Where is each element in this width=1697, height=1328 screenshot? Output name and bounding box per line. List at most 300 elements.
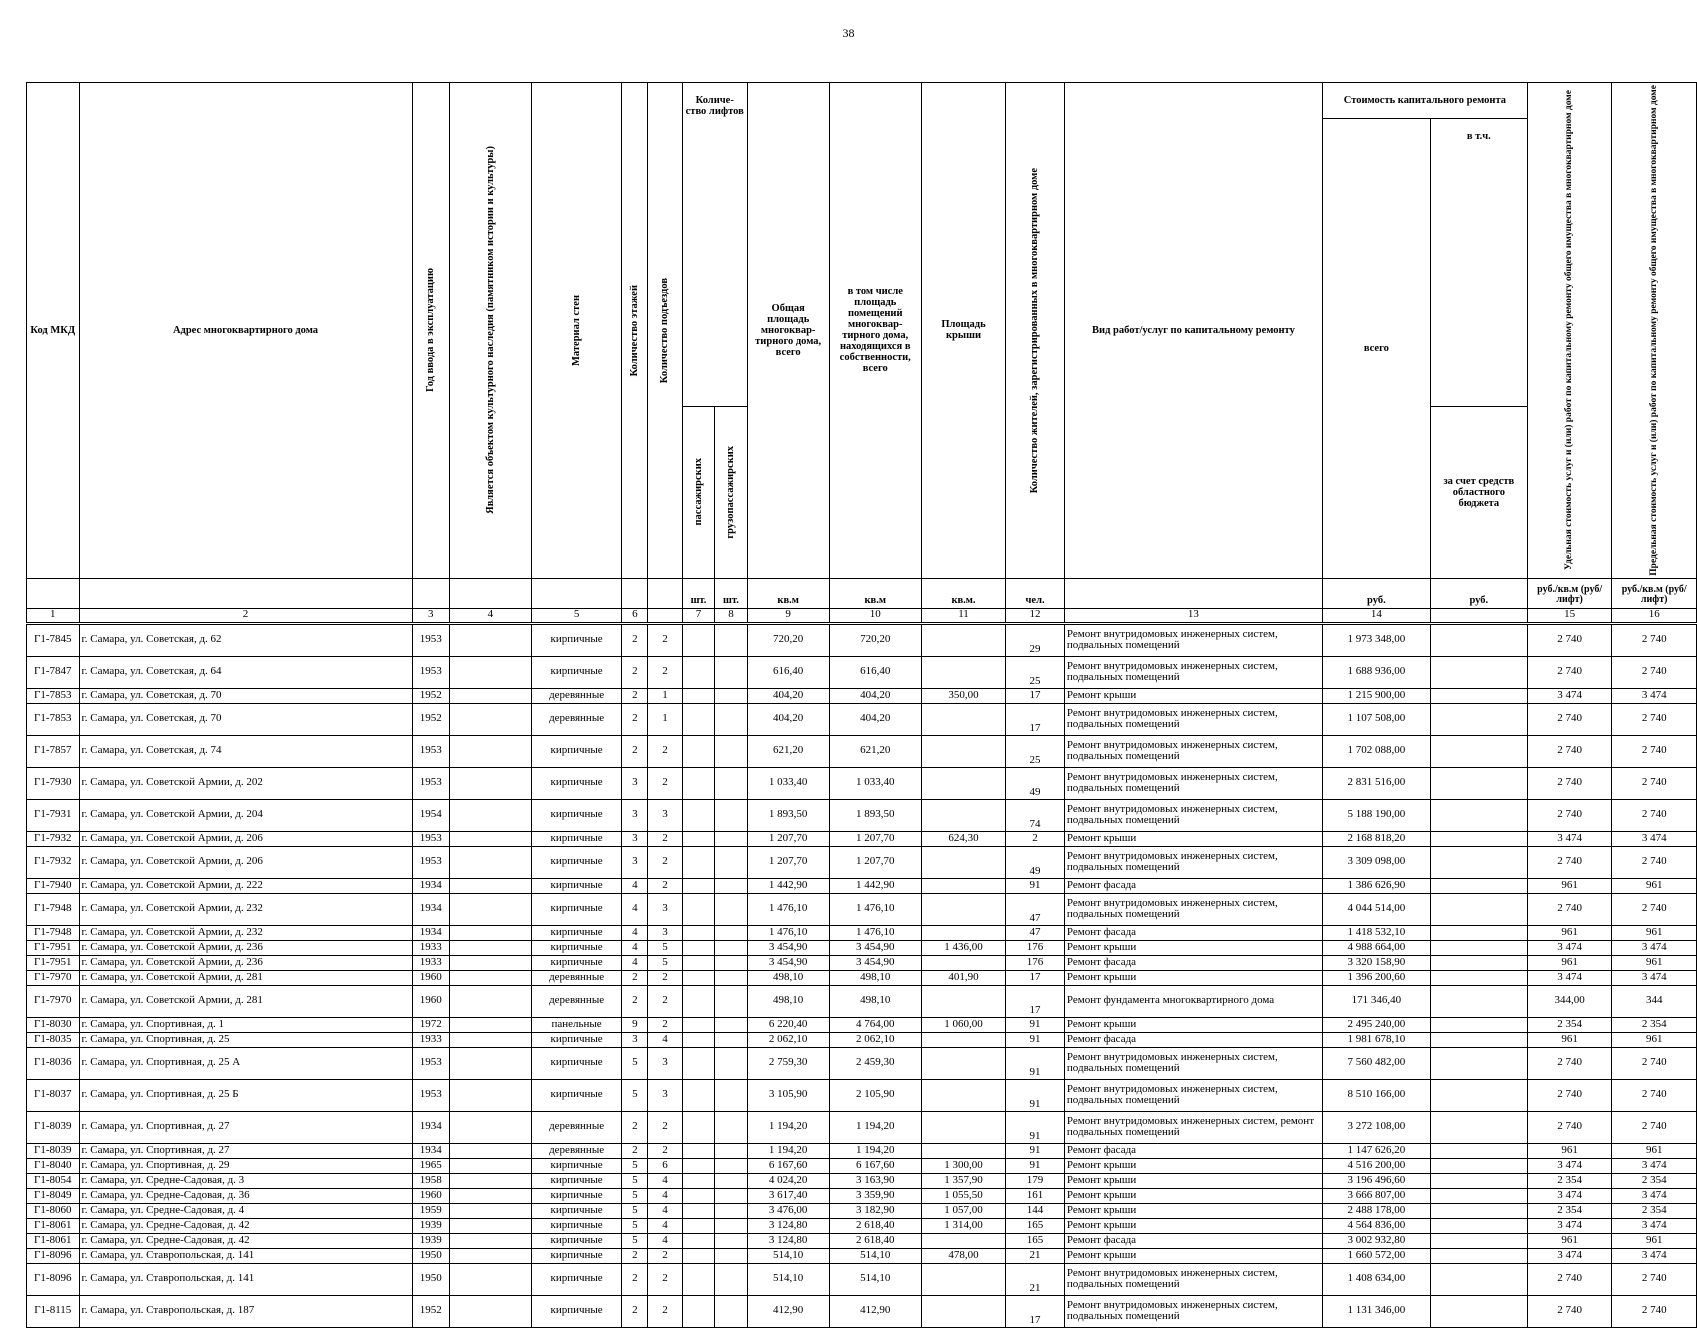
roof-area-cell: 350,00: [921, 688, 1005, 703]
heritage-cell: [450, 831, 532, 846]
owned-area-cell: 3 454,90: [829, 940, 921, 955]
year-cell: 1934: [412, 925, 449, 940]
lifts-cargo-cell: [715, 1233, 747, 1248]
residents-cell: 91: [1006, 1079, 1065, 1111]
roof-area-cell: 1 357,90: [921, 1173, 1005, 1188]
total-area-cell: 404,20: [747, 703, 829, 735]
column-number-row: [27, 608, 1697, 623]
cost-total-cell: 1 702 088,00: [1322, 735, 1430, 767]
floors-cell: 3: [622, 799, 648, 831]
header-cost-incl: в т.ч.: [1430, 119, 1527, 407]
address-cell: г. Самара, ул. Советской Армии, д. 236: [79, 940, 412, 955]
entrances-cell: 2: [648, 656, 683, 688]
cost-regional-cell: [1430, 1263, 1527, 1295]
roof-area-cell: [921, 985, 1005, 1017]
max-cost-cell: 2 740: [1612, 799, 1697, 831]
material-cell: кирпичные: [531, 940, 622, 955]
year-cell: 1953: [412, 831, 449, 846]
cost-total-cell: 3 002 932,80: [1322, 1233, 1430, 1248]
work-type-cell: Ремонт крыши: [1064, 1158, 1322, 1173]
column-number: 2: [79, 608, 412, 623]
cost-regional-cell: [1430, 985, 1527, 1017]
table-row: [27, 735, 1697, 767]
unit-cost-regional: руб.: [1430, 578, 1527, 608]
owned-area-cell: 1 442,90: [829, 878, 921, 893]
roof-area-cell: [921, 1233, 1005, 1248]
floors-cell: 5: [622, 1079, 648, 1111]
code-cell: Г1-8037: [27, 1079, 80, 1111]
total-area-cell: 1 476,10: [747, 925, 829, 940]
entrances-cell: 3: [648, 1079, 683, 1111]
column-number: 9: [747, 608, 829, 623]
owned-area-cell: 404,20: [829, 688, 921, 703]
work-type-cell: Ремонт крыши: [1064, 1188, 1322, 1203]
year-cell: 1972: [412, 1017, 449, 1032]
year-cell: 1953: [412, 735, 449, 767]
code-cell: Г1-7857: [27, 735, 80, 767]
material-cell: кирпичные: [531, 925, 622, 940]
residents-cell: 17: [1006, 1295, 1065, 1327]
code-cell: Г1-8060: [27, 1203, 80, 1218]
floors-cell: 2: [622, 1295, 648, 1327]
max-cost-cell: 2 354: [1612, 1203, 1697, 1218]
lifts-passenger-cell: [682, 878, 714, 893]
material-cell: кирпичные: [531, 1218, 622, 1233]
unit-cost-cell: 961: [1527, 1233, 1612, 1248]
material-cell: деревянные: [531, 970, 622, 985]
unit-lifts-passenger: шт.: [682, 578, 714, 608]
residents-cell: 47: [1006, 893, 1065, 925]
floors-cell: 2: [622, 970, 648, 985]
lifts-cargo-cell: [715, 1143, 747, 1158]
year-cell: 1950: [412, 1248, 449, 1263]
cost-regional-cell: [1430, 688, 1527, 703]
code-cell: Г1-7931: [27, 799, 80, 831]
unit-cost-cell: 961: [1527, 925, 1612, 940]
entrances-cell: 4: [648, 1203, 683, 1218]
floors-cell: 2: [622, 1111, 648, 1143]
material-cell: кирпичные: [531, 846, 622, 878]
year-cell: 1953: [412, 656, 449, 688]
roof-area-cell: [921, 703, 1005, 735]
cost-total-cell: 3 320 158,90: [1322, 955, 1430, 970]
header-heritage: Является объектом культурного наследия (памятником истории и культуры): [450, 83, 532, 579]
work-type-cell: Ремонт внутридомовых инженерных систем, подвальных помещений: [1064, 735, 1322, 767]
header-residents: Количество жителей, зарегистрированных в многоквартирном доме: [1006, 83, 1065, 579]
roof-area-cell: 624,30: [921, 831, 1005, 846]
code-cell: Г1-7951: [27, 940, 80, 955]
cost-regional-cell: [1430, 1017, 1527, 1032]
cost-total-cell: 171 346,40: [1322, 985, 1430, 1017]
unit-cost-cell: 3 474: [1527, 940, 1612, 955]
roof-area-cell: 1 057,00: [921, 1203, 1005, 1218]
year-cell: 1960: [412, 985, 449, 1017]
unit-cost-cell: 3 474: [1527, 1188, 1612, 1203]
entrances-cell: 4: [648, 1173, 683, 1188]
total-area-cell: 6 167,60: [747, 1158, 829, 1173]
code-cell: Г1-8096: [27, 1248, 80, 1263]
cost-regional-cell: [1430, 878, 1527, 893]
residents-cell: 91: [1006, 1032, 1065, 1047]
residents-cell: 2: [1006, 831, 1065, 846]
code-cell: Г1-8030: [27, 1017, 80, 1032]
floors-cell: 2: [622, 703, 648, 735]
work-type-cell: Ремонт внутридомовых инженерных систем, подвальных помещений: [1064, 1079, 1322, 1111]
roof-area-cell: [921, 1111, 1005, 1143]
lifts-passenger-cell: [682, 1111, 714, 1143]
lifts-passenger-cell: [682, 1248, 714, 1263]
year-cell: 1952: [412, 688, 449, 703]
work-type-cell: Ремонт внутридомовых инженерных систем, подвальных помещений: [1064, 703, 1322, 735]
heritage-cell: [450, 1017, 532, 1032]
floors-cell: 3: [622, 767, 648, 799]
column-number: 11: [921, 608, 1005, 623]
table-row: [27, 1203, 1697, 1218]
code-cell: Г1-7951: [27, 955, 80, 970]
entrances-cell: 5: [648, 940, 683, 955]
cost-total-cell: 1 131 346,00: [1322, 1295, 1430, 1327]
year-cell: 1933: [412, 1032, 449, 1047]
material-cell: кирпичные: [531, 878, 622, 893]
unit-cost-cell: 2 740: [1527, 1079, 1612, 1111]
lifts-cargo-cell: [715, 1032, 747, 1047]
work-type-cell: Ремонт внутридомовых инженерных систем, подвальных помещений: [1064, 1263, 1322, 1295]
column-number: 14: [1322, 608, 1430, 623]
material-cell: кирпичные: [531, 1079, 622, 1111]
max-cost-cell: 2 354: [1612, 1173, 1697, 1188]
max-cost-cell: 2 740: [1612, 1263, 1697, 1295]
lifts-passenger-cell: [682, 656, 714, 688]
unit-cost-cell: 3 474: [1527, 1158, 1612, 1173]
year-cell: 1939: [412, 1218, 449, 1233]
column-number: 3: [412, 608, 449, 623]
roof-area-cell: [921, 1143, 1005, 1158]
heritage-cell: [450, 735, 532, 767]
year-cell: 1954: [412, 799, 449, 831]
unit-residents: чел.: [1006, 578, 1065, 608]
header-year: Год ввода в эксплуатацию: [412, 83, 449, 579]
total-area-cell: 1 194,20: [747, 1143, 829, 1158]
address-cell: г. Самара, ул. Спортивная, д. 25 А: [79, 1047, 412, 1079]
roof-area-cell: [921, 955, 1005, 970]
cost-regional-cell: [1430, 831, 1527, 846]
max-cost-cell: 961: [1612, 878, 1697, 893]
table-row: [27, 985, 1697, 1017]
material-cell: кирпичные: [531, 1295, 622, 1327]
total-area-cell: 4 024,20: [747, 1173, 829, 1188]
code-cell: Г1-7948: [27, 925, 80, 940]
roof-area-cell: [921, 1032, 1005, 1047]
table-row: [27, 831, 1697, 846]
table-row: [27, 1263, 1697, 1295]
table-row: [27, 1032, 1697, 1047]
max-cost-cell: 2 740: [1612, 1047, 1697, 1079]
floors-cell: 5: [622, 1203, 648, 1218]
max-cost-cell: 2 740: [1612, 735, 1697, 767]
cost-total-cell: 1 660 572,00: [1322, 1248, 1430, 1263]
header-code: Код МКД: [27, 83, 80, 579]
column-number: 1: [27, 608, 80, 623]
cost-regional-cell: [1430, 1047, 1527, 1079]
residents-cell: 25: [1006, 735, 1065, 767]
work-type-cell: Ремонт крыши: [1064, 970, 1322, 985]
table-row: [27, 623, 1697, 656]
lifts-passenger-cell: [682, 688, 714, 703]
cost-total-cell: 3 309 098,00: [1322, 846, 1430, 878]
max-cost-cell: 3 474: [1612, 688, 1697, 703]
entrances-cell: 4: [648, 1233, 683, 1248]
cost-total-cell: 1 973 348,00: [1322, 623, 1430, 656]
total-area-cell: 3 124,80: [747, 1233, 829, 1248]
roof-area-cell: [921, 846, 1005, 878]
residents-cell: 21: [1006, 1263, 1065, 1295]
column-number: 4: [450, 608, 532, 623]
column-number: 8: [715, 608, 747, 623]
heritage-cell: [450, 1047, 532, 1079]
header-lifts-passenger: пассажирских: [682, 406, 714, 578]
total-area-cell: 3 124,80: [747, 1218, 829, 1233]
total-area-cell: 6 220,40: [747, 1017, 829, 1032]
header-cost-total: всего: [1322, 119, 1430, 579]
floors-cell: 2: [622, 656, 648, 688]
cost-total-cell: 4 044 514,00: [1322, 893, 1430, 925]
unit-cost-cell: 3 474: [1527, 1218, 1612, 1233]
owned-area-cell: 4 764,00: [829, 1017, 921, 1032]
entrances-cell: 2: [648, 1143, 683, 1158]
total-area-cell: 498,10: [747, 985, 829, 1017]
lifts-cargo-cell: [715, 1158, 747, 1173]
header-roof-area: Площадь крыши: [921, 83, 1005, 579]
cost-total-cell: 3 272 108,00: [1322, 1111, 1430, 1143]
material-cell: кирпичные: [531, 1248, 622, 1263]
max-cost-cell: 3 474: [1612, 1248, 1697, 1263]
cost-regional-cell: [1430, 925, 1527, 940]
entrances-cell: 3: [648, 1047, 683, 1079]
address-cell: г. Самара, ул. Средне-Садовая, д. 36: [79, 1188, 412, 1203]
heritage-cell: [450, 985, 532, 1017]
cost-total-cell: 2 168 818,20: [1322, 831, 1430, 846]
total-area-cell: 2 062,10: [747, 1032, 829, 1047]
total-area-cell: 3 617,40: [747, 1188, 829, 1203]
floors-cell: 2: [622, 688, 648, 703]
lifts-passenger-cell: [682, 1047, 714, 1079]
address-cell: г. Самара, ул. Ставропольская, д. 187: [79, 1295, 412, 1327]
lifts-passenger-cell: [682, 970, 714, 985]
max-cost-cell: 961: [1612, 1233, 1697, 1248]
header-owned-area: в том числе площадь помещений многоквар- тирного дома, находящихся в собственности, всего: [829, 83, 921, 579]
owned-area-cell: 621,20: [829, 735, 921, 767]
cost-regional-cell: [1430, 1233, 1527, 1248]
entrances-cell: 4: [648, 1032, 683, 1047]
lifts-passenger-cell: [682, 955, 714, 970]
address-cell: г. Самара, ул. Советская, д. 70: [79, 703, 412, 735]
address-cell: г. Самара, ул. Спортивная, д. 27: [79, 1143, 412, 1158]
address-cell: г. Самара, ул. Советской Армии, д. 281: [79, 985, 412, 1017]
owned-area-cell: 1 476,10: [829, 893, 921, 925]
lifts-passenger-cell: [682, 893, 714, 925]
cost-total-cell: 4 516 200,00: [1322, 1158, 1430, 1173]
lifts-passenger-cell: [682, 1173, 714, 1188]
total-area-cell: 1 893,50: [747, 799, 829, 831]
owned-area-cell: 720,20: [829, 623, 921, 656]
code-cell: Г1-7970: [27, 985, 80, 1017]
lifts-passenger-cell: [682, 767, 714, 799]
cost-total-cell: 1 147 626,20: [1322, 1143, 1430, 1158]
table-row: [27, 970, 1697, 985]
material-cell: кирпичные: [531, 656, 622, 688]
address-cell: г. Самара, ул. Советская, д. 64: [79, 656, 412, 688]
roof-area-cell: 1 314,00: [921, 1218, 1005, 1233]
table-row: [27, 1079, 1697, 1111]
lifts-cargo-cell: [715, 1218, 747, 1233]
header-wall-material: Материал стен: [531, 83, 622, 579]
work-type-cell: Ремонт внутридомовых инженерных систем, подвальных помещений: [1064, 799, 1322, 831]
address-cell: г. Самара, ул. Советской Армии, д. 206: [79, 846, 412, 878]
material-cell: кирпичные: [531, 1173, 622, 1188]
max-cost-cell: 344: [1612, 985, 1697, 1017]
address-cell: г. Самара, ул. Советской Армии, д. 222: [79, 878, 412, 893]
material-cell: деревянные: [531, 688, 622, 703]
owned-area-cell: 1 893,50: [829, 799, 921, 831]
heritage-cell: [450, 970, 532, 985]
material-cell: кирпичные: [531, 799, 622, 831]
unit-total-area: кв.м: [747, 578, 829, 608]
address-cell: г. Самара, ул. Советской Армии, д. 232: [79, 893, 412, 925]
lifts-passenger-cell: [682, 1143, 714, 1158]
unit-cost-cell: 2 740: [1527, 1111, 1612, 1143]
max-cost-cell: 3 474: [1612, 1158, 1697, 1173]
table-row: [27, 656, 1697, 688]
cost-total-cell: 2 495 240,00: [1322, 1017, 1430, 1032]
roof-area-cell: [921, 623, 1005, 656]
floors-cell: 3: [622, 1032, 648, 1047]
year-cell: 1960: [412, 970, 449, 985]
code-cell: Г1-7847: [27, 656, 80, 688]
floors-cell: 2: [622, 623, 648, 656]
header-cost-group: Стоимость капитального ремонта: [1322, 83, 1527, 119]
entrances-cell: 2: [648, 831, 683, 846]
max-cost-cell: 3 474: [1612, 940, 1697, 955]
work-type-cell: Ремонт крыши: [1064, 940, 1322, 955]
cost-regional-cell: [1430, 1032, 1527, 1047]
floors-cell: 5: [622, 1158, 648, 1173]
cost-total-cell: 1 386 626,90: [1322, 878, 1430, 893]
max-cost-cell: 2 740: [1612, 893, 1697, 925]
unit-cost-cell: 961: [1527, 955, 1612, 970]
heritage-cell: [450, 1188, 532, 1203]
residents-cell: 165: [1006, 1218, 1065, 1233]
cost-total-cell: 1 215 900,00: [1322, 688, 1430, 703]
entrances-cell: 2: [648, 1263, 683, 1295]
residents-cell: 91: [1006, 1158, 1065, 1173]
year-cell: 1934: [412, 893, 449, 925]
work-type-cell: Ремонт фасада: [1064, 955, 1322, 970]
unit-cost-cell: 2 740: [1527, 623, 1612, 656]
code-cell: Г1-7853: [27, 703, 80, 735]
heritage-cell: [450, 1079, 532, 1111]
table-row: [27, 955, 1697, 970]
entrances-cell: 2: [648, 970, 683, 985]
lifts-cargo-cell: [715, 1295, 747, 1327]
address-cell: г. Самара, ул. Советской Армии, д. 204: [79, 799, 412, 831]
address-cell: г. Самара, ул. Советской Армии, д. 236: [79, 955, 412, 970]
residents-cell: 176: [1006, 940, 1065, 955]
total-area-cell: 720,20: [747, 623, 829, 656]
owned-area-cell: 2 459,30: [829, 1047, 921, 1079]
header-floors: Количество этажей: [622, 83, 648, 579]
column-number: 12: [1006, 608, 1065, 623]
lifts-cargo-cell: [715, 623, 747, 656]
material-cell: кирпичные: [531, 831, 622, 846]
lifts-passenger-cell: [682, 1017, 714, 1032]
cost-total-cell: 2 488 178,00: [1322, 1203, 1430, 1218]
roof-area-cell: [921, 1263, 1005, 1295]
lifts-passenger-cell: [682, 1032, 714, 1047]
max-cost-cell: 2 740: [1612, 656, 1697, 688]
code-cell: Г1-8096: [27, 1263, 80, 1295]
max-cost-cell: 2 740: [1612, 846, 1697, 878]
work-type-cell: Ремонт крыши: [1064, 1017, 1322, 1032]
roof-area-cell: [921, 893, 1005, 925]
floors-cell: 4: [622, 940, 648, 955]
unit-cost-cell: 2 740: [1527, 799, 1612, 831]
entrances-cell: 2: [648, 985, 683, 1017]
roof-area-cell: [921, 1047, 1005, 1079]
address-cell: г. Самара, ул. Средне-Садовая, д. 42: [79, 1218, 412, 1233]
floors-cell: 2: [622, 985, 648, 1017]
max-cost-cell: 961: [1612, 1032, 1697, 1047]
address-cell: г. Самара, ул. Ставропольская, д. 141: [79, 1263, 412, 1295]
heritage-cell: [450, 688, 532, 703]
lifts-passenger-cell: [682, 1295, 714, 1327]
lifts-cargo-cell: [715, 955, 747, 970]
address-cell: г. Самара, ул. Спортивная, д. 25 Б: [79, 1079, 412, 1111]
year-cell: 1952: [412, 1295, 449, 1327]
cost-regional-cell: [1430, 1188, 1527, 1203]
heritage-cell: [450, 1158, 532, 1173]
total-area-cell: 2 759,30: [747, 1047, 829, 1079]
floors-cell: 2: [622, 1263, 648, 1295]
roof-area-cell: [921, 878, 1005, 893]
entrances-cell: 6: [648, 1158, 683, 1173]
material-cell: кирпичные: [531, 767, 622, 799]
code-cell: Г1-8049: [27, 1188, 80, 1203]
table-row: [27, 1233, 1697, 1248]
roof-area-cell: [921, 1079, 1005, 1111]
cost-total-cell: 7 560 482,00: [1322, 1047, 1430, 1079]
table-row: [27, 925, 1697, 940]
residents-cell: 91: [1006, 878, 1065, 893]
unit-cost-cell: 3 474: [1527, 970, 1612, 985]
cost-regional-cell: [1430, 940, 1527, 955]
lifts-cargo-cell: [715, 1248, 747, 1263]
lifts-passenger-cell: [682, 1158, 714, 1173]
table-row: [27, 1188, 1697, 1203]
floors-cell: 5: [622, 1047, 648, 1079]
code-cell: Г1-8061: [27, 1218, 80, 1233]
address-cell: г. Самара, ул. Советская, д. 70: [79, 688, 412, 703]
total-area-cell: 1 194,20: [747, 1111, 829, 1143]
cost-regional-cell: [1430, 1111, 1527, 1143]
unit-cost-cell: 2 740: [1527, 1047, 1612, 1079]
cost-regional-cell: [1430, 703, 1527, 735]
cost-regional-cell: [1430, 955, 1527, 970]
heritage-cell: [450, 703, 532, 735]
lifts-cargo-cell: [715, 878, 747, 893]
work-type-cell: Ремонт внутридомовых инженерных систем, подвальных помещений: [1064, 656, 1322, 688]
unit-max-cost: руб./кв.м (руб/лифт): [1612, 578, 1697, 608]
heritage-cell: [450, 846, 532, 878]
